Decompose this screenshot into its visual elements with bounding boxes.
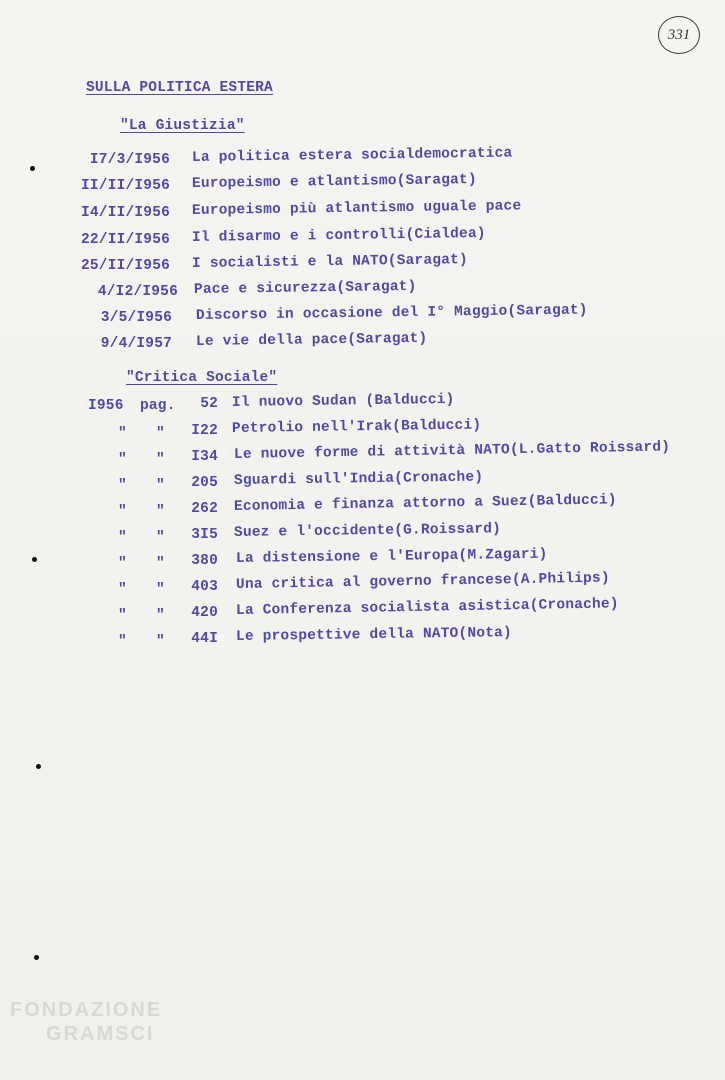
section-heading-la-giustizia: "La Giustizia" xyxy=(120,118,245,134)
entry-page-number: 44I xyxy=(191,631,218,647)
entry-date: 3/5/I956 xyxy=(100,310,172,326)
entry-page-number: 380 xyxy=(191,553,218,569)
entry-page-number: 3I5 xyxy=(191,527,218,543)
section-heading-critica-sociale: "Critica Sociale" xyxy=(126,370,278,386)
archive-watermark xyxy=(10,998,162,1046)
margin-mark xyxy=(30,166,35,171)
entry-page-label: " xyxy=(156,608,165,624)
entry-year: " xyxy=(118,582,127,598)
margin-mark xyxy=(32,557,37,562)
entry-year: " xyxy=(118,634,127,650)
entry-title: Pace e sicurezza(Saragat) xyxy=(193,278,417,298)
entry-title: I socialisti e la NATO(Saragat) xyxy=(191,252,469,272)
entry-page-number: 420 xyxy=(191,605,218,621)
document-title: SULLA POLITICA ESTERA xyxy=(86,80,273,96)
watermark-line: GRAMSCI xyxy=(46,1023,155,1045)
entry-date: I4/II/I956 xyxy=(80,205,170,221)
entry-date: 22/II/I956 xyxy=(80,232,170,248)
margin-mark xyxy=(34,955,39,960)
entry-date: 25/II/I956 xyxy=(80,258,170,274)
page-number-stamp: 331 xyxy=(658,16,700,54)
entry-page-number: 52 xyxy=(200,396,218,412)
entry-page-label: " xyxy=(156,478,165,494)
entry-year: " xyxy=(118,504,127,520)
entry-page-label: " xyxy=(156,452,165,468)
entry-page-label: " xyxy=(156,556,165,572)
entry-title: Il nuovo Sudan (Balducci) xyxy=(231,391,455,411)
entry-title: Economia e finanza attorno a Suez(Balducci) xyxy=(233,492,617,515)
entry-page-number: 403 xyxy=(191,579,218,595)
entry-title: Europeismo e atlantismo(Saragat) xyxy=(191,172,477,192)
entry-title: Sguardi sull'India(Cronache) xyxy=(233,469,484,489)
entry-title: La distensione e l'Europa(M.Zagari) xyxy=(235,546,548,567)
entry-title: Una critica al governo francese(A.Philips) xyxy=(235,570,610,593)
entry-title: Le vie della pace(Saragat) xyxy=(195,330,428,350)
entry-page-label: pag. xyxy=(140,398,176,414)
entry-page-label: " xyxy=(156,504,165,520)
entry-year: " xyxy=(118,478,127,494)
entry-year: " xyxy=(118,530,127,546)
entry-title: Suez e l'occidente(G.Roissard) xyxy=(233,521,502,541)
entry-page-number: 262 xyxy=(191,501,218,517)
entry-page-number: I34 xyxy=(191,449,218,465)
entry-title: Europeismo più atlantismo uguale pace xyxy=(191,198,522,219)
entry-page-label: " xyxy=(156,582,165,598)
entry-title: Petrolio nell'Irak(Balducci) xyxy=(231,417,482,437)
entry-date: II/II/I956 xyxy=(80,178,170,194)
entry-title: Il disarmo e i controlli(Cialdea) xyxy=(191,225,486,246)
entry-date: I7/3/I956 xyxy=(89,152,170,168)
entry-year: " xyxy=(118,608,127,624)
entry-year: " xyxy=(118,452,127,468)
margin-mark xyxy=(36,764,41,769)
entry-page-label: " xyxy=(156,634,165,650)
entry-date: 9/4/I957 xyxy=(100,336,172,352)
entry-title: La politica estera socialdemocratica xyxy=(191,145,513,166)
entry-page-number: I22 xyxy=(191,423,218,439)
entry-year: " xyxy=(118,556,127,572)
entry-title: Le prospettive della NATO(Nota) xyxy=(235,625,513,645)
entry-date: 4/I2/I956 xyxy=(97,284,178,300)
entry-page-number: 205 xyxy=(191,475,218,491)
watermark-line: FONDAZIONE xyxy=(10,999,163,1021)
entry-title: Discorso in occasione del I° Maggio(Saragat) xyxy=(195,302,588,324)
entry-year: " xyxy=(118,426,127,442)
entry-page-label: " xyxy=(156,530,165,546)
entry-year: I956 xyxy=(88,398,124,414)
entry-title: Le nuove forme di attività NATO(L.Gatto Roissard) xyxy=(233,439,671,463)
entry-page-label: " xyxy=(156,426,165,442)
entry-title: La Conferenza socialista asistica(Cronache) xyxy=(235,596,619,619)
